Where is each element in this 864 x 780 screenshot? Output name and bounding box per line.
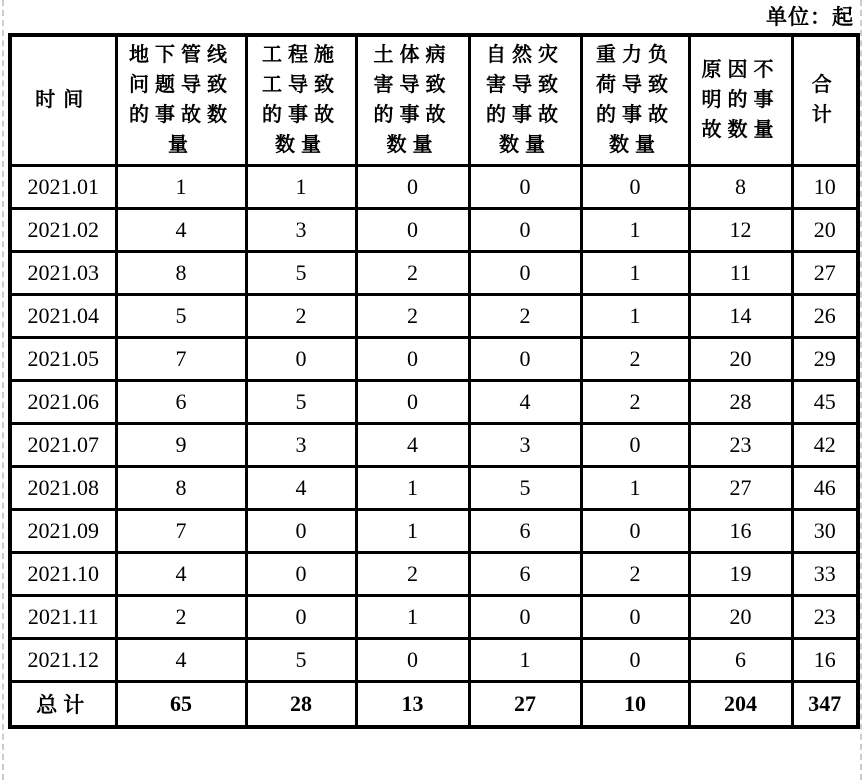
table-row	[10, 294, 858, 337]
total-value: 347	[792, 681, 858, 727]
page-margin-guide-left	[2, 0, 4, 780]
row-value: 12	[689, 208, 792, 251]
row-value: 4	[116, 208, 246, 251]
row-value: 11	[689, 251, 792, 294]
row-value: 0	[356, 638, 469, 681]
row-value: 0	[581, 423, 689, 466]
row-value: 2	[581, 337, 689, 380]
col-header-total: 合计	[792, 35, 858, 165]
row-value: 45	[792, 380, 858, 423]
row-value: 2	[116, 595, 246, 638]
row-value: 0	[469, 595, 581, 638]
row-value: 2	[581, 380, 689, 423]
row-value: 1	[581, 208, 689, 251]
row-value: 3	[246, 423, 356, 466]
row-value: 16	[689, 509, 792, 552]
col-header-soil-disease-accidents: 土体病害导致的事故数量	[356, 35, 469, 165]
row-time: 2021.07	[10, 423, 116, 466]
row-value: 0	[356, 337, 469, 380]
row-time: 2021.10	[10, 552, 116, 595]
col-header-gravity-load-accidents: 重力负荷导致的事故数量	[581, 35, 689, 165]
col-header-natural-disaster-accidents: 自然灾害导致的事故数量	[469, 35, 581, 165]
row-value: 6	[469, 552, 581, 595]
row-value: 3	[246, 208, 356, 251]
row-value: 1	[356, 509, 469, 552]
row-value: 8	[116, 466, 246, 509]
row-value: 33	[792, 552, 858, 595]
table-row	[10, 466, 858, 509]
row-value: 6	[689, 638, 792, 681]
row-value: 10	[792, 165, 858, 208]
row-value: 0	[356, 165, 469, 208]
row-value: 0	[581, 595, 689, 638]
row-time: 2021.02	[10, 208, 116, 251]
row-value: 2	[356, 294, 469, 337]
row-value: 1	[246, 165, 356, 208]
row-value: 19	[689, 552, 792, 595]
row-value: 0	[581, 638, 689, 681]
row-time: 2021.11	[10, 595, 116, 638]
row-value: 23	[792, 595, 858, 638]
row-value: 1	[469, 638, 581, 681]
page-margin-guide-right	[860, 0, 862, 780]
row-value: 14	[689, 294, 792, 337]
row-time: 2021.03	[10, 251, 116, 294]
row-value: 5	[469, 466, 581, 509]
total-value: 27	[469, 681, 581, 727]
row-value: 28	[689, 380, 792, 423]
row-value: 4	[469, 380, 581, 423]
total-value: 28	[246, 681, 356, 727]
table-row	[10, 509, 858, 552]
row-value: 1	[116, 165, 246, 208]
row-value: 5	[246, 638, 356, 681]
row-time: 2021.09	[10, 509, 116, 552]
row-time: 2021.06	[10, 380, 116, 423]
total-value: 13	[356, 681, 469, 727]
row-value: 16	[792, 638, 858, 681]
row-value: 20	[792, 208, 858, 251]
row-value: 6	[116, 380, 246, 423]
row-value: 4	[116, 638, 246, 681]
table-row	[10, 165, 858, 208]
row-value: 5	[116, 294, 246, 337]
total-row	[10, 681, 858, 727]
row-time: 2021.01	[10, 165, 116, 208]
row-value: 0	[246, 552, 356, 595]
table-row	[10, 380, 858, 423]
row-value: 5	[246, 380, 356, 423]
row-value: 23	[689, 423, 792, 466]
accident-statistics-table	[8, 33, 860, 729]
row-value: 27	[792, 251, 858, 294]
row-value: 9	[116, 423, 246, 466]
row-value: 0	[581, 509, 689, 552]
row-value: 20	[689, 595, 792, 638]
row-time: 2021.04	[10, 294, 116, 337]
row-value: 20	[689, 337, 792, 380]
row-value: 0	[469, 165, 581, 208]
row-value: 6	[469, 509, 581, 552]
row-value: 1	[356, 595, 469, 638]
table-row	[10, 552, 858, 595]
row-value: 0	[356, 208, 469, 251]
row-value: 1	[581, 251, 689, 294]
row-value: 46	[792, 466, 858, 509]
row-value: 7	[116, 509, 246, 552]
row-value: 2	[356, 552, 469, 595]
row-value: 4	[356, 423, 469, 466]
col-header-unknown-cause-accidents: 原因不明的事故数量	[689, 35, 792, 165]
row-value: 0	[356, 380, 469, 423]
row-value: 29	[792, 337, 858, 380]
table-row	[10, 638, 858, 681]
row-value: 26	[792, 294, 858, 337]
row-value: 8	[689, 165, 792, 208]
row-value: 1	[581, 466, 689, 509]
row-value: 4	[116, 552, 246, 595]
row-time: 2021.12	[10, 638, 116, 681]
row-value: 3	[469, 423, 581, 466]
total-label: 总计	[10, 681, 116, 727]
row-value: 7	[116, 337, 246, 380]
col-header-time: 时间	[10, 35, 116, 165]
row-value: 2	[581, 552, 689, 595]
row-value: 8	[116, 251, 246, 294]
row-value: 5	[246, 251, 356, 294]
col-header-construction-accidents: 工程施工导致的事故数量	[246, 35, 356, 165]
table-row	[10, 251, 858, 294]
row-time: 2021.08	[10, 466, 116, 509]
row-value: 0	[581, 165, 689, 208]
table-body	[10, 165, 858, 681]
col-header-underground-pipeline-accidents: 地下管线问题导致的事故数量	[116, 35, 246, 165]
row-value: 1	[356, 466, 469, 509]
row-value: 2	[469, 294, 581, 337]
row-value: 0	[469, 251, 581, 294]
row-value: 2	[246, 294, 356, 337]
row-value: 42	[792, 423, 858, 466]
row-value: 4	[246, 466, 356, 509]
total-value: 10	[581, 681, 689, 727]
unit-label: 单位：起	[766, 5, 854, 29]
row-time: 2021.05	[10, 337, 116, 380]
row-value: 30	[792, 509, 858, 552]
header-row	[10, 35, 858, 165]
row-value: 0	[469, 337, 581, 380]
total-value: 204	[689, 681, 792, 727]
table-row	[10, 337, 858, 380]
total-value: 65	[116, 681, 246, 727]
row-value: 0	[246, 509, 356, 552]
row-value: 0	[469, 208, 581, 251]
row-value: 27	[689, 466, 792, 509]
table-row	[10, 595, 858, 638]
row-value: 1	[581, 294, 689, 337]
row-value: 2	[356, 251, 469, 294]
row-value: 0	[246, 595, 356, 638]
table-row	[10, 208, 858, 251]
table-row	[10, 423, 858, 466]
row-value: 0	[246, 337, 356, 380]
